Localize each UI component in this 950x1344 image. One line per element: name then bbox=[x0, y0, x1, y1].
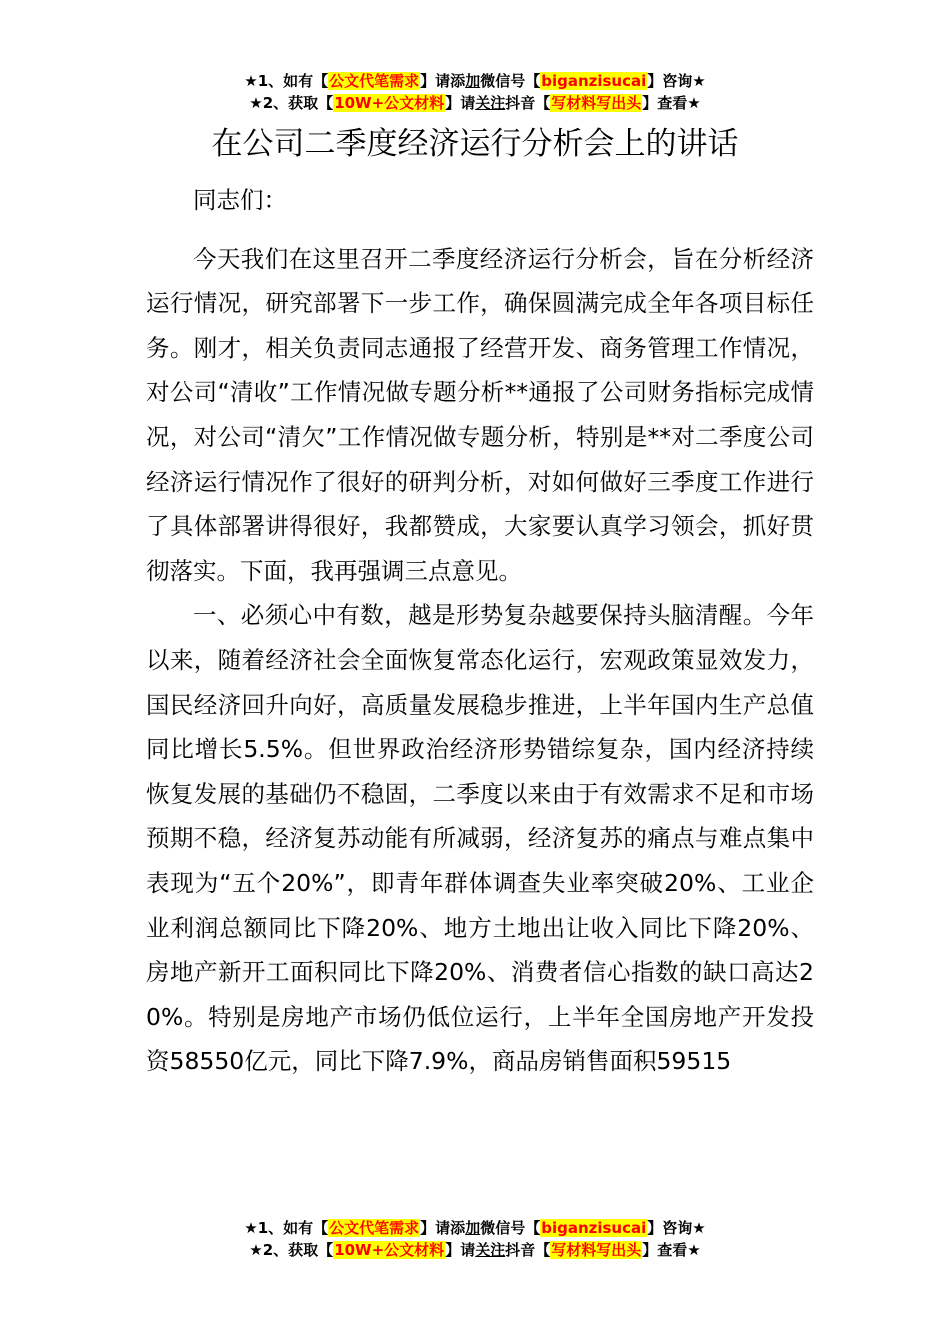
promo-text: ★1、如有【 bbox=[244, 72, 329, 90]
promo-highlight: 10W+公文材料 bbox=[334, 94, 445, 112]
promo-text: 微信号【 bbox=[480, 1219, 541, 1237]
promo-emphasis: 关注 bbox=[475, 1241, 506, 1259]
document-body bbox=[146, 178, 814, 1084]
promo-highlight: 公文代笔需求 bbox=[329, 72, 420, 90]
promo-highlight-wechat-id: biganzisucai bbox=[541, 1219, 647, 1237]
promo-text: ★2、获取【 bbox=[249, 94, 334, 112]
promo-highlight-douyin-id: 写材料写出头 bbox=[551, 94, 642, 112]
promo-text: 】咨询★ bbox=[647, 72, 706, 90]
promo-highlight: 10W+公文材料 bbox=[334, 1241, 445, 1259]
promo-text: 】请添 bbox=[420, 1219, 466, 1237]
promo-emphasis: 加 bbox=[465, 1219, 481, 1237]
promo-text: 】请 bbox=[445, 1241, 476, 1259]
promo-banner-bottom bbox=[0, 1217, 950, 1261]
paragraph-intro: 今天我们在这里召开二季度经济运行分析会，旨在分析经济运行情况，研究部署下一步工作，确保圆满完成全年各项目标任务。刚才，相关负责同志通报了经营开发、商务管理工作情况，对公司“清收”工作情况做专题分析**通报了公司财务指标完成情况，对公司“清欠”工作情况做专题分析，特别是**对二季度公司经济运行情况作了很好的研判分析，对如何做好三季度工作进行了具体部署讲得很好，我都赞成，大家要认真学习领会，抓好贯彻落实。下面，我再强调三点意见。 bbox=[146, 244, 814, 585]
promo-highlight-wechat-id: biganzisucai bbox=[541, 72, 647, 90]
promo-line-1 bbox=[0, 70, 950, 92]
document-title: 在公司二季度经济运行分析会上的讲话 bbox=[211, 126, 739, 162]
promo-text: 】请 bbox=[445, 94, 476, 112]
salutation: 同志们： bbox=[193, 186, 287, 214]
promo-text: ★1、如有【 bbox=[244, 1219, 329, 1237]
promo-emphasis: 加 bbox=[465, 72, 481, 90]
promo-highlight: 公文代笔需求 bbox=[329, 1219, 420, 1237]
promo-banner-top bbox=[0, 70, 950, 114]
promo-text: 抖音【 bbox=[505, 94, 551, 112]
promo-line-2 bbox=[0, 1239, 950, 1261]
promo-text: 抖音【 bbox=[505, 1241, 551, 1259]
promo-highlight-douyin-id: 写材料写出头 bbox=[551, 1241, 642, 1259]
promo-text: ★2、获取【 bbox=[249, 1241, 334, 1259]
promo-emphasis: 关注 bbox=[475, 94, 506, 112]
promo-text: 】请添 bbox=[420, 72, 466, 90]
promo-text: 微信号【 bbox=[480, 72, 541, 90]
promo-line-1 bbox=[0, 1217, 950, 1239]
promo-text: 】查看★ bbox=[642, 94, 701, 112]
promo-text: 】咨询★ bbox=[647, 1219, 706, 1237]
promo-line-2 bbox=[0, 92, 950, 114]
promo-text: 】查看★ bbox=[642, 1241, 701, 1259]
paragraph-section-one: 一、必须心中有数，越是形势复杂越要保持头脑清醒。今年以来，随着经济社会全面恢复常态化运行，宏观政策显效发力，国民经济回升向好，高质量发展稳步推进，上半年国内生产总值同比增长5.5%。但世界政治经济形势错综复杂，国内经济持续恢复发展的基础仍不稳固，二季度以来由于有效需求不足和市场预期不稳，经济复苏动能有所减弱，经济复苏的痛点与难点集中表现为“五个20%”，即青年群体调查失业率突破20%、工业企业利润总额同比下降20%、地方土地出让收入同比下降20%、房地产新开工面积同比下降20%、消费者信心指数的缺口高达20%。特别是房地产市场仍低位运行，上半年全国房地产开发投资58550亿元，同比下降7.9%，商品房销售面积59515 bbox=[146, 601, 814, 1076]
